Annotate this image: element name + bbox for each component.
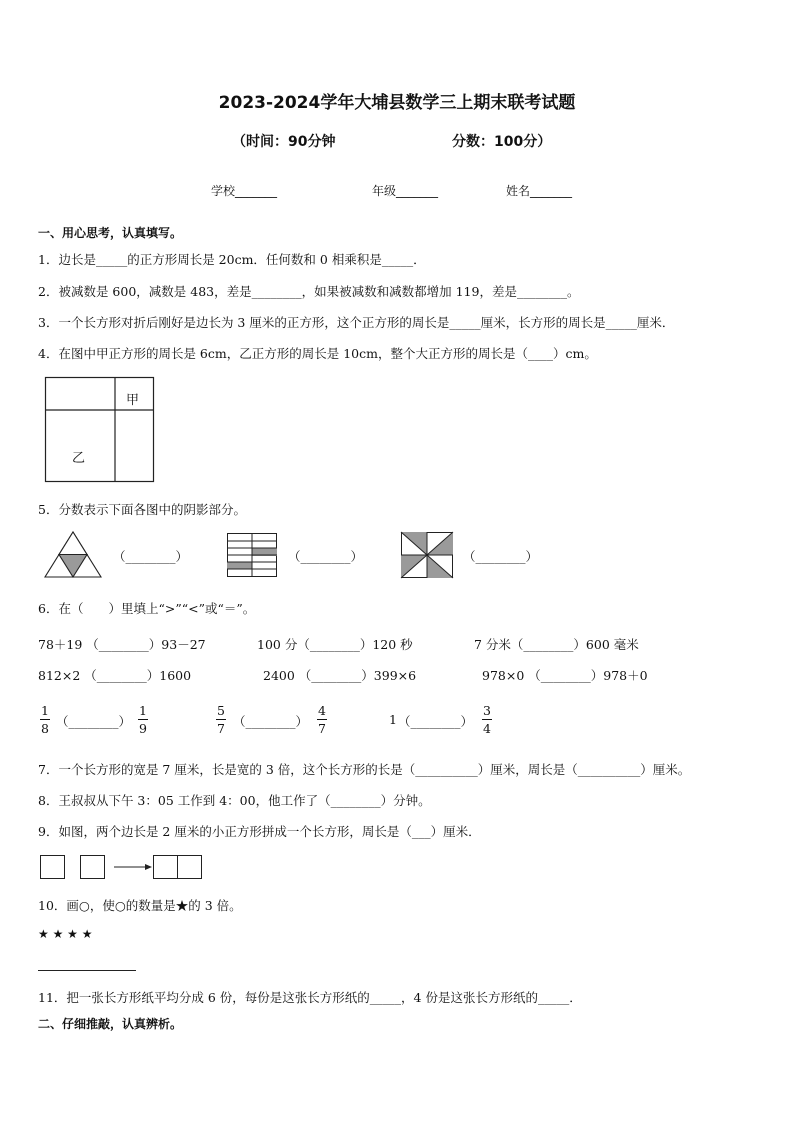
school-field: 学校_______: [211, 184, 278, 198]
two-squares-figure: [40, 855, 204, 880]
q6-frac-blank-3: （________）: [398, 714, 474, 729]
fraction-5-7: 5 7: [217, 703, 225, 736]
q5-blank-2: （________）: [288, 549, 364, 564]
fraction-1-8: 1 8: [41, 703, 49, 736]
question-8: 8．王叔叔从下午 3：05 工作到 4：00，他工作了（________）分钟。: [38, 793, 431, 808]
score-label: 分数：100分）: [452, 134, 552, 150]
drawing-line: [38, 970, 136, 971]
fraction-1-9: 1 9: [139, 703, 147, 736]
section-2-heading: 二、仔细推敲，认真辨析。: [38, 1017, 183, 1031]
name-field: 姓名_______: [506, 184, 573, 198]
q6-frac-blank-1: （________）: [56, 714, 132, 729]
page-title: 2023-2024学年大埔县数学三上期末联考试题: [218, 93, 576, 113]
question-3: 3．一个长方形对折后刚好是边长为 3 厘米的正方形，这个正方形的周长是_____厘米，长方形的周长是_____厘米．: [38, 315, 675, 330]
q6-frac-blank-2: （________）: [233, 714, 309, 729]
square-sector-figure: [401, 532, 453, 578]
q6-whole-one: 1: [389, 712, 397, 727]
grid-fraction-figure: [227, 533, 277, 577]
question-7: 7．一个长方形的宽是 7 厘米，长是宽的 3 倍，这个长方形的长是（__________）厘米，周长是（__________）厘米。: [38, 762, 691, 777]
q6-row1-item3: 7 分米（________）600 毫米: [474, 637, 639, 652]
question-10: 10．画○，使○的数量是★的 3 倍。: [38, 898, 242, 913]
question-4: 4．在图中甲正方形的周长是 6cm，乙正方形的周长是 10cm，整个大正方形的周长是（____）cm。: [38, 346, 597, 361]
q6-row2-item2: 2400 （________）399×6: [263, 668, 417, 683]
q5-blank-1: （________）: [113, 549, 189, 564]
label-jia: 甲: [126, 393, 140, 408]
q6-row1-item1: 78＋19 （________）93－27: [38, 637, 206, 652]
question-11: 11．把一张长方形纸平均分成 6 份，每份是这张长方形纸的_____，4 份是这张长方形纸的_____．: [38, 990, 582, 1005]
time-label: （时间：90分钟: [232, 134, 336, 150]
question-6: 6．在（ ）里填上“>”“<”或“＝”。: [38, 601, 256, 616]
fraction-4-7: 4 7: [318, 703, 326, 736]
question-9: 9．如图，两个边长是 2 厘米的小正方形拼成一个长方形，周长是（___）厘米．: [38, 824, 481, 839]
q6-row1-item2: 100 分（________）120 秒: [257, 637, 413, 652]
star-row: ★ ★ ★ ★: [38, 927, 93, 941]
question-5: 5．分数表示下面各图中的阴影部分。: [38, 502, 246, 517]
grade-field: 年级_______: [372, 184, 439, 198]
question-2: 2．被减数是 600，减数是 483，差是________，如果被减数和减数都增加 119，差是________。: [38, 284, 580, 299]
q5-blank-3: （________）: [463, 549, 539, 564]
question-1: 1．边长是_____的正方形周长是 20cm．任何数和 0 相乘积是_____．: [38, 252, 426, 267]
fraction-3-4: 3 4: [483, 703, 491, 736]
label-yi: 乙: [72, 451, 86, 466]
triangle-fraction-figure: [44, 531, 102, 578]
q6-row2-item1: 812×2 （________）1600: [38, 668, 192, 683]
section-1-heading: 一、用心思考，认真填写。: [38, 226, 183, 240]
q6-row2-item3: 978×0 （________）978＋0: [482, 668, 648, 683]
